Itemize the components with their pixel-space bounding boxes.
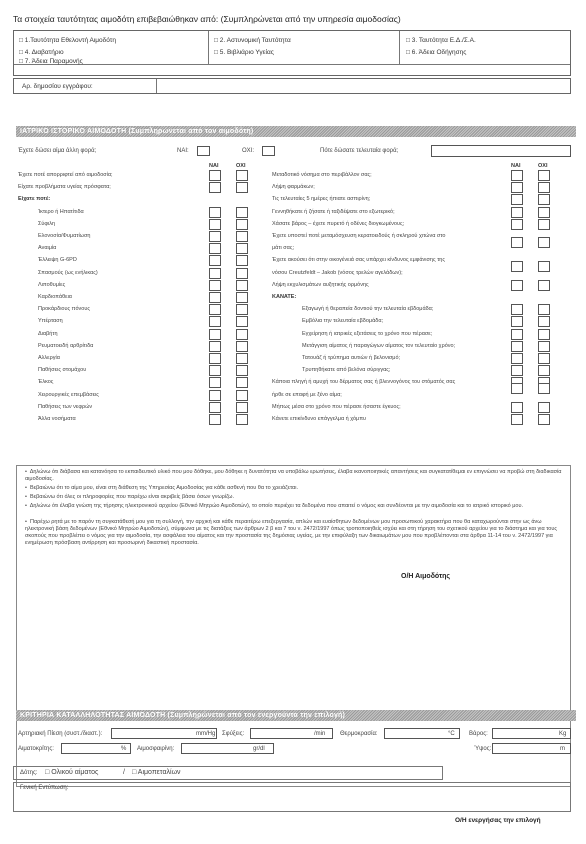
left-yes-checkbox[interactable] [209,341,221,352]
right-question-label: Τατουάζ ή τρύπημα αυτιών ή βελονισμό; [302,355,401,361]
left-question-label: Ίκτερο ή Ηπατίτιδα [38,208,84,215]
right-yes-checkbox[interactable] [511,280,523,291]
right-yes-checkbox[interactable] [511,365,523,376]
left-question-label: Υπέρταση [38,318,63,325]
left-yes-checkbox[interactable] [209,329,221,340]
id-documents-box [13,30,571,76]
right-no-checkbox[interactable] [538,261,550,272]
left-no-checkbox[interactable] [236,231,248,242]
right-no-checkbox[interactable] [538,414,550,425]
right-yes-checkbox[interactable] [511,383,523,394]
left-no-checkbox[interactable] [236,182,248,193]
left-no-checkbox[interactable] [236,316,248,327]
right-no-checkbox[interactable] [538,365,550,376]
right-question-label: Λήψη φαρμάκων; [272,184,315,191]
left-question-label: Καρδιοπάθεια [38,294,72,300]
right-yes-checkbox[interactable] [511,353,523,364]
left-no-checkbox[interactable] [236,414,248,425]
left-question-label: Παθήσεις των νεφρών [38,403,93,410]
hgb-unit: gr/dl [253,746,265,752]
left-yes-checkbox[interactable] [209,414,221,425]
left-no-checkbox[interactable] [236,280,248,291]
left-question-label: Ελονοσία/Φυματίωση [38,233,91,239]
right-question-label: Έχετε ακούσει ότι στην οικογένειά σας υπάρχει κίνδυνος εμφάνισης της [272,257,446,264]
left-question-label: Σύφιλη [38,220,56,227]
left-no-checkbox[interactable] [236,170,248,181]
right-no-checkbox[interactable] [538,219,550,230]
hgb-label: Αιμοσφαιρίνη: [137,746,175,752]
left-no-checkbox[interactable] [236,341,248,352]
right-question-label: Εγχείρηση ή ιατρικές εξετάσεις το χρόνο που πέρασε; [302,330,433,337]
left-question-label: Είχατε προβλήματα υγείας πρόσφατα; [18,184,111,191]
criteria-banner: ΚΡΙΤΗΡΙΑ ΚΑΤΑΛΛΗΛΟΤΗΤΑΣ ΑΙΜΟΔΟΤΗ (Συμπληρώνεται από τον ενεργούντα την επιλογή) [16,710,576,721]
left-yes-checkbox[interactable] [209,170,221,181]
left-no-checkbox[interactable] [236,353,248,364]
right-yes-checkbox[interactable] [511,341,523,352]
bp-unit: mm/Hg [196,731,216,737]
right-question-label: Γεννηθήκατε ή ζήσατε ή ταξιδέψατε στο εξωτερικό; [272,208,395,215]
right-question-label: Μήπως μέσα στο χρόνο που πέρασε ήσαστε έγκυος; [272,403,401,410]
right-yes-checkbox[interactable] [511,207,523,218]
general-impression-label: Γενική Εντύπωση: [20,785,69,791]
right-yes-checkbox[interactable] [511,414,523,425]
donated-no-checkbox[interactable] [262,146,275,156]
col-yes-left: ΝΑΙ [209,163,219,169]
left-yes-checkbox[interactable] [209,280,221,291]
yes-label: ΝΑΙ: [177,148,189,154]
public-doc-label: Αρ. δημοσίου εγγράφου: [22,83,93,90]
left-question-label: Σπασμούς (ως ενήλικας) [38,269,98,276]
right-no-checkbox[interactable] [538,402,550,413]
whole-blood-option[interactable]: □ Ολικού αίματος [45,769,99,776]
right-no-checkbox[interactable] [538,341,550,352]
right-question-label: Τρυπηθήκατε από βελόνα σύριγγας; [302,367,391,374]
right-no-checkbox[interactable] [538,316,550,327]
declaration-p1: • Δηλώνω ότι διάβασα και κατανόησα το εκπαιδευτικό υλικό που μου δόθηκε, μου δόθηκε η δυνατότητα να υποβάλω ερωτήσεις, έλαβα ικανοποιητικές απαντήσεις και συγκατατίθεμαι εν επιγνώσει να προβώ στη διαδικασία αιμοδοσίας. [25,469,562,482]
id-doc-1[interactable]: □ 1.Ταυτότητα Εθελοντή Αιμοδότη [19,37,116,44]
id-doc-5[interactable]: □ 5. Βιβλιάριο Υγείας [214,49,274,56]
left-yes-checkbox[interactable] [209,207,221,218]
left-yes-checkbox[interactable] [209,243,221,254]
right-no-checkbox[interactable] [538,329,550,340]
right-yes-checkbox[interactable] [511,170,523,181]
left-question-label: Προκάρδιους πόνους [38,306,91,313]
temp-label: Θερμοκρασία: [340,731,378,737]
left-yes-checkbox[interactable] [209,292,221,303]
right-question-label: ΚΑΝΑΤΕ: [272,294,297,300]
id-doc-6[interactable]: □ 6. Άδεια Οδήγησης [406,49,467,56]
right-no-checkbox[interactable] [538,182,550,193]
left-yes-checkbox[interactable] [209,353,221,364]
left-question-label: Διαβήτη [38,330,58,337]
selector-signature-label: Ο/Η ενεργήσας την επιλογή [455,817,541,824]
left-no-checkbox[interactable] [236,268,248,279]
public-doc-row [13,78,571,94]
left-yes-checkbox[interactable] [209,365,221,376]
left-yes-checkbox[interactable] [209,231,221,242]
donor-type-label: Δότης: [20,770,38,776]
left-no-checkbox[interactable] [236,255,248,266]
left-question-label: Έλλειψη G-6PD [38,257,77,264]
left-no-checkbox[interactable] [236,377,248,388]
left-yes-checkbox[interactable] [209,268,221,279]
right-question-label: Λήψη εκχυλισμάτων αυξητικής ορμόνης [272,281,369,288]
id-doc-2[interactable]: □ 2. Αστυνομική Ταυτότητα [214,37,291,44]
right-yes-checkbox[interactable] [511,329,523,340]
left-question-label: Χειρουργικές επεμβάσεις [38,391,99,398]
right-yes-checkbox[interactable] [511,304,523,315]
general-impression-box[interactable] [13,782,571,812]
left-yes-checkbox[interactable] [209,402,221,413]
declaration-p5: • Παρέχω ρητά με το παρόν τη συγκατάθεσή μου για τη συλλογή, την αρχική και κάθε περαιτέρω επεξεργασία, απλών και ευαίσθητων δεδομένων μου προσωπικού χαρακτήρα που θα καταχωρούνται στην ως άνω ηλεκτρονική βάση δεδομένων (Εθνικό Μητρώο Αιμοδοτών), σύμφωνα με τις διατάξεις των άρθρων 2 β και 7 του ν. 2472/1997 όπως τροποποιηθείς ισχύει και στη τήρηση του σχετικού αρχείου για το διάστημα και για τους σκοπούς που προβλέπει ο νόμος για την αιμοδοσία, την ασφάλεια του αίματος και την προστασία της δημόσιας υγείας, με την επιφύλαξη των δικαιωμάτων μου που προβλέπονται στα άρθρα 11-14 του ν. 2472/1997 για ενημέρωση πρόσβαση αντίρρηση και προσωρινή δικαστική προστασία. [25,519,557,546]
right-yes-checkbox[interactable] [511,182,523,193]
left-no-checkbox[interactable] [236,207,248,218]
right-question-label: Μεταδοτικό νόσημα στο περιβάλλον σας; [272,172,372,178]
left-question-label: Έλκος [38,379,54,386]
col-no-left: ΟΧΙ [236,163,246,169]
right-no-checkbox[interactable] [538,237,550,248]
right-question-label: Τις τελευταίες 5 ημέρες ήπιατε ασπιρίνη; [272,196,371,203]
temp-unit: °C [448,731,455,737]
col-yes-right: ΝΑΙ [511,163,521,169]
right-question-label: μάτι σας; [272,245,295,252]
right-no-checkbox[interactable] [538,304,550,315]
right-no-checkbox[interactable] [538,207,550,218]
right-question-label: Χάσατε βάρος – έχετε πυρετό ή οδένες διογκωμένους; [272,220,405,227]
left-yes-checkbox[interactable] [209,377,221,388]
right-no-checkbox[interactable] [538,194,550,205]
left-yes-checkbox[interactable] [209,390,221,401]
left-question-label: Αναιμία [38,245,57,252]
left-no-checkbox[interactable] [236,292,248,303]
left-no-checkbox[interactable] [236,329,248,340]
no-label: ΟΧΙ: [242,148,255,154]
donated-before-label: Έχετε δώσει αίμα άλλη φορά; [18,148,97,154]
right-no-checkbox[interactable] [538,383,550,394]
id-doc-3[interactable]: □ 3. Ταυτότητα Ε.Δ./Σ.Α. [406,37,476,44]
declaration-p2: • Βεβαιώνω ότι το αίμα μου, είναι στη διάθεση της Υπηρεσίας Αιμοδοσίας για κάθε ασθενή που θα το χρειάζεται. [25,485,298,491]
height-label: Ύψος: [474,746,492,752]
col-no-right: ΟΧΙ [538,163,548,169]
right-question-label: Κάνετε επικίνδυνο επάγγελμα ή χόμπυ [272,416,367,422]
right-yes-checkbox[interactable] [511,261,523,272]
right-yes-checkbox[interactable] [511,194,523,205]
weight-unit: Kg [559,731,567,737]
left-question-label: Είχατε ποτέ: [18,196,51,203]
medical-history-banner: ΙΑΤΡΙΚΟ ΙΣΤΟΡΙΚΟ ΑΙΜΟΔΟΤΗ (Συμπληρώνεται από τον αιμοδότη) [16,126,576,137]
left-yes-checkbox[interactable] [209,316,221,327]
left-question-label: Αλλεργία [38,355,60,361]
right-question-label: Μετάγγιση αίματος ή παραγώγων αίματος τον τελευταίο χρόνο; [302,342,456,349]
pulse-label: Σφύξεις: [222,731,245,737]
id-verified-heading: Τα στοιχεία ταυτότητας αιμοδότη επιβεβαιώθηκαν από: (Συμπληρώνεται από την υπηρεσία αιμοδοσίας) [13,14,401,24]
right-no-checkbox[interactable] [538,280,550,291]
donor-signature-label: Ο/Η Αιμοδότης [401,573,451,580]
left-question-label: Λιποθυμίες [38,281,66,288]
declaration-p4: • Δηλώνω ότι έλαβα γνώση της τήρησης ηλεκτρονικού αρχείου (Εθνικό Μητρώο Αιμοδοτών), το οποίο περιέχει τα δεδομένα που απαιτεί ο νόμος και συνδέονται με την αιμοδοσία και το ιατρικό ιστορικό μου. [25,503,524,509]
left-no-checkbox[interactable] [236,243,248,254]
right-yes-checkbox[interactable] [511,219,523,230]
weight-label: Βάρος: [469,731,488,737]
right-question-label: Εξαγωγή ή θεραπεία δοντιού την τελευταία εβδομάδα; [302,306,434,313]
left-question-label: Έχετε ποτέ απορριφτεί από αιμοδοσία; [18,172,113,178]
right-no-checkbox[interactable] [538,170,550,181]
left-no-checkbox[interactable] [236,304,248,315]
right-yes-checkbox[interactable] [511,402,523,413]
left-question-label: Παθήσεις στομάχου [38,367,87,374]
right-yes-checkbox[interactable] [511,316,523,327]
right-question-label: ήρθε σε επαφή με ξένο αίμα; [272,391,342,398]
left-no-checkbox[interactable] [236,402,248,413]
declaration-p3: • Βεβαιώνω ότι όλες οι πληροφορίες που παρέχω είναι ακριβείς βάσει όσων γνωρίζω. [25,494,234,500]
left-no-checkbox[interactable] [236,219,248,230]
right-yes-checkbox[interactable] [511,237,523,248]
right-question-label: Κάποια πληγή ή αμυχή του δέρματος σας ή βλεννογόνος του στόματός σας [272,379,456,386]
id-doc-4[interactable]: □ 4. Διαβατήριο [19,49,64,56]
right-question-label: Εμβόλια την τελευταία εβδομάδα; [302,318,384,325]
pulse-unit: /min [314,731,326,737]
apheresis-option[interactable]: □ Αιμοπεταλίων [132,769,181,776]
left-no-checkbox[interactable] [236,390,248,401]
right-question-label: νόσου Creutzfeldt – Jakob (νόσος τρελών αγελάδων); [272,269,403,276]
last-donation-input[interactable] [431,145,571,157]
left-question-label: Άλλα νοσήματα [38,416,76,422]
option-separator: / [123,769,125,776]
right-no-checkbox[interactable] [538,353,550,364]
left-yes-checkbox[interactable] [209,304,221,315]
left-question-label: Ρευματοειδή αρθρίτιδα [38,342,94,349]
right-question-label: Έχετε υποστεί ποτέ μεταμόσχευση κερατοειδούς ή σκληρού χιτώνα στο [272,233,446,239]
left-yes-checkbox[interactable] [209,255,221,266]
hct-unit: % [121,746,127,752]
height-unit: m [560,746,565,752]
hct-label: Αιματοκρίτης: [18,746,54,752]
left-yes-checkbox[interactable] [209,219,221,230]
bp-label: Αρτηριακή Πίεση (συστ./διαστ.): [18,731,103,737]
id-doc-7[interactable]: □ 7. Άδεια Παραμονής [19,58,83,65]
donated-yes-checkbox[interactable] [197,146,210,156]
last-donation-label: Πότε δώσατε τελευταία φορά; [320,148,399,154]
left-yes-checkbox[interactable] [209,182,221,193]
left-no-checkbox[interactable] [236,365,248,376]
